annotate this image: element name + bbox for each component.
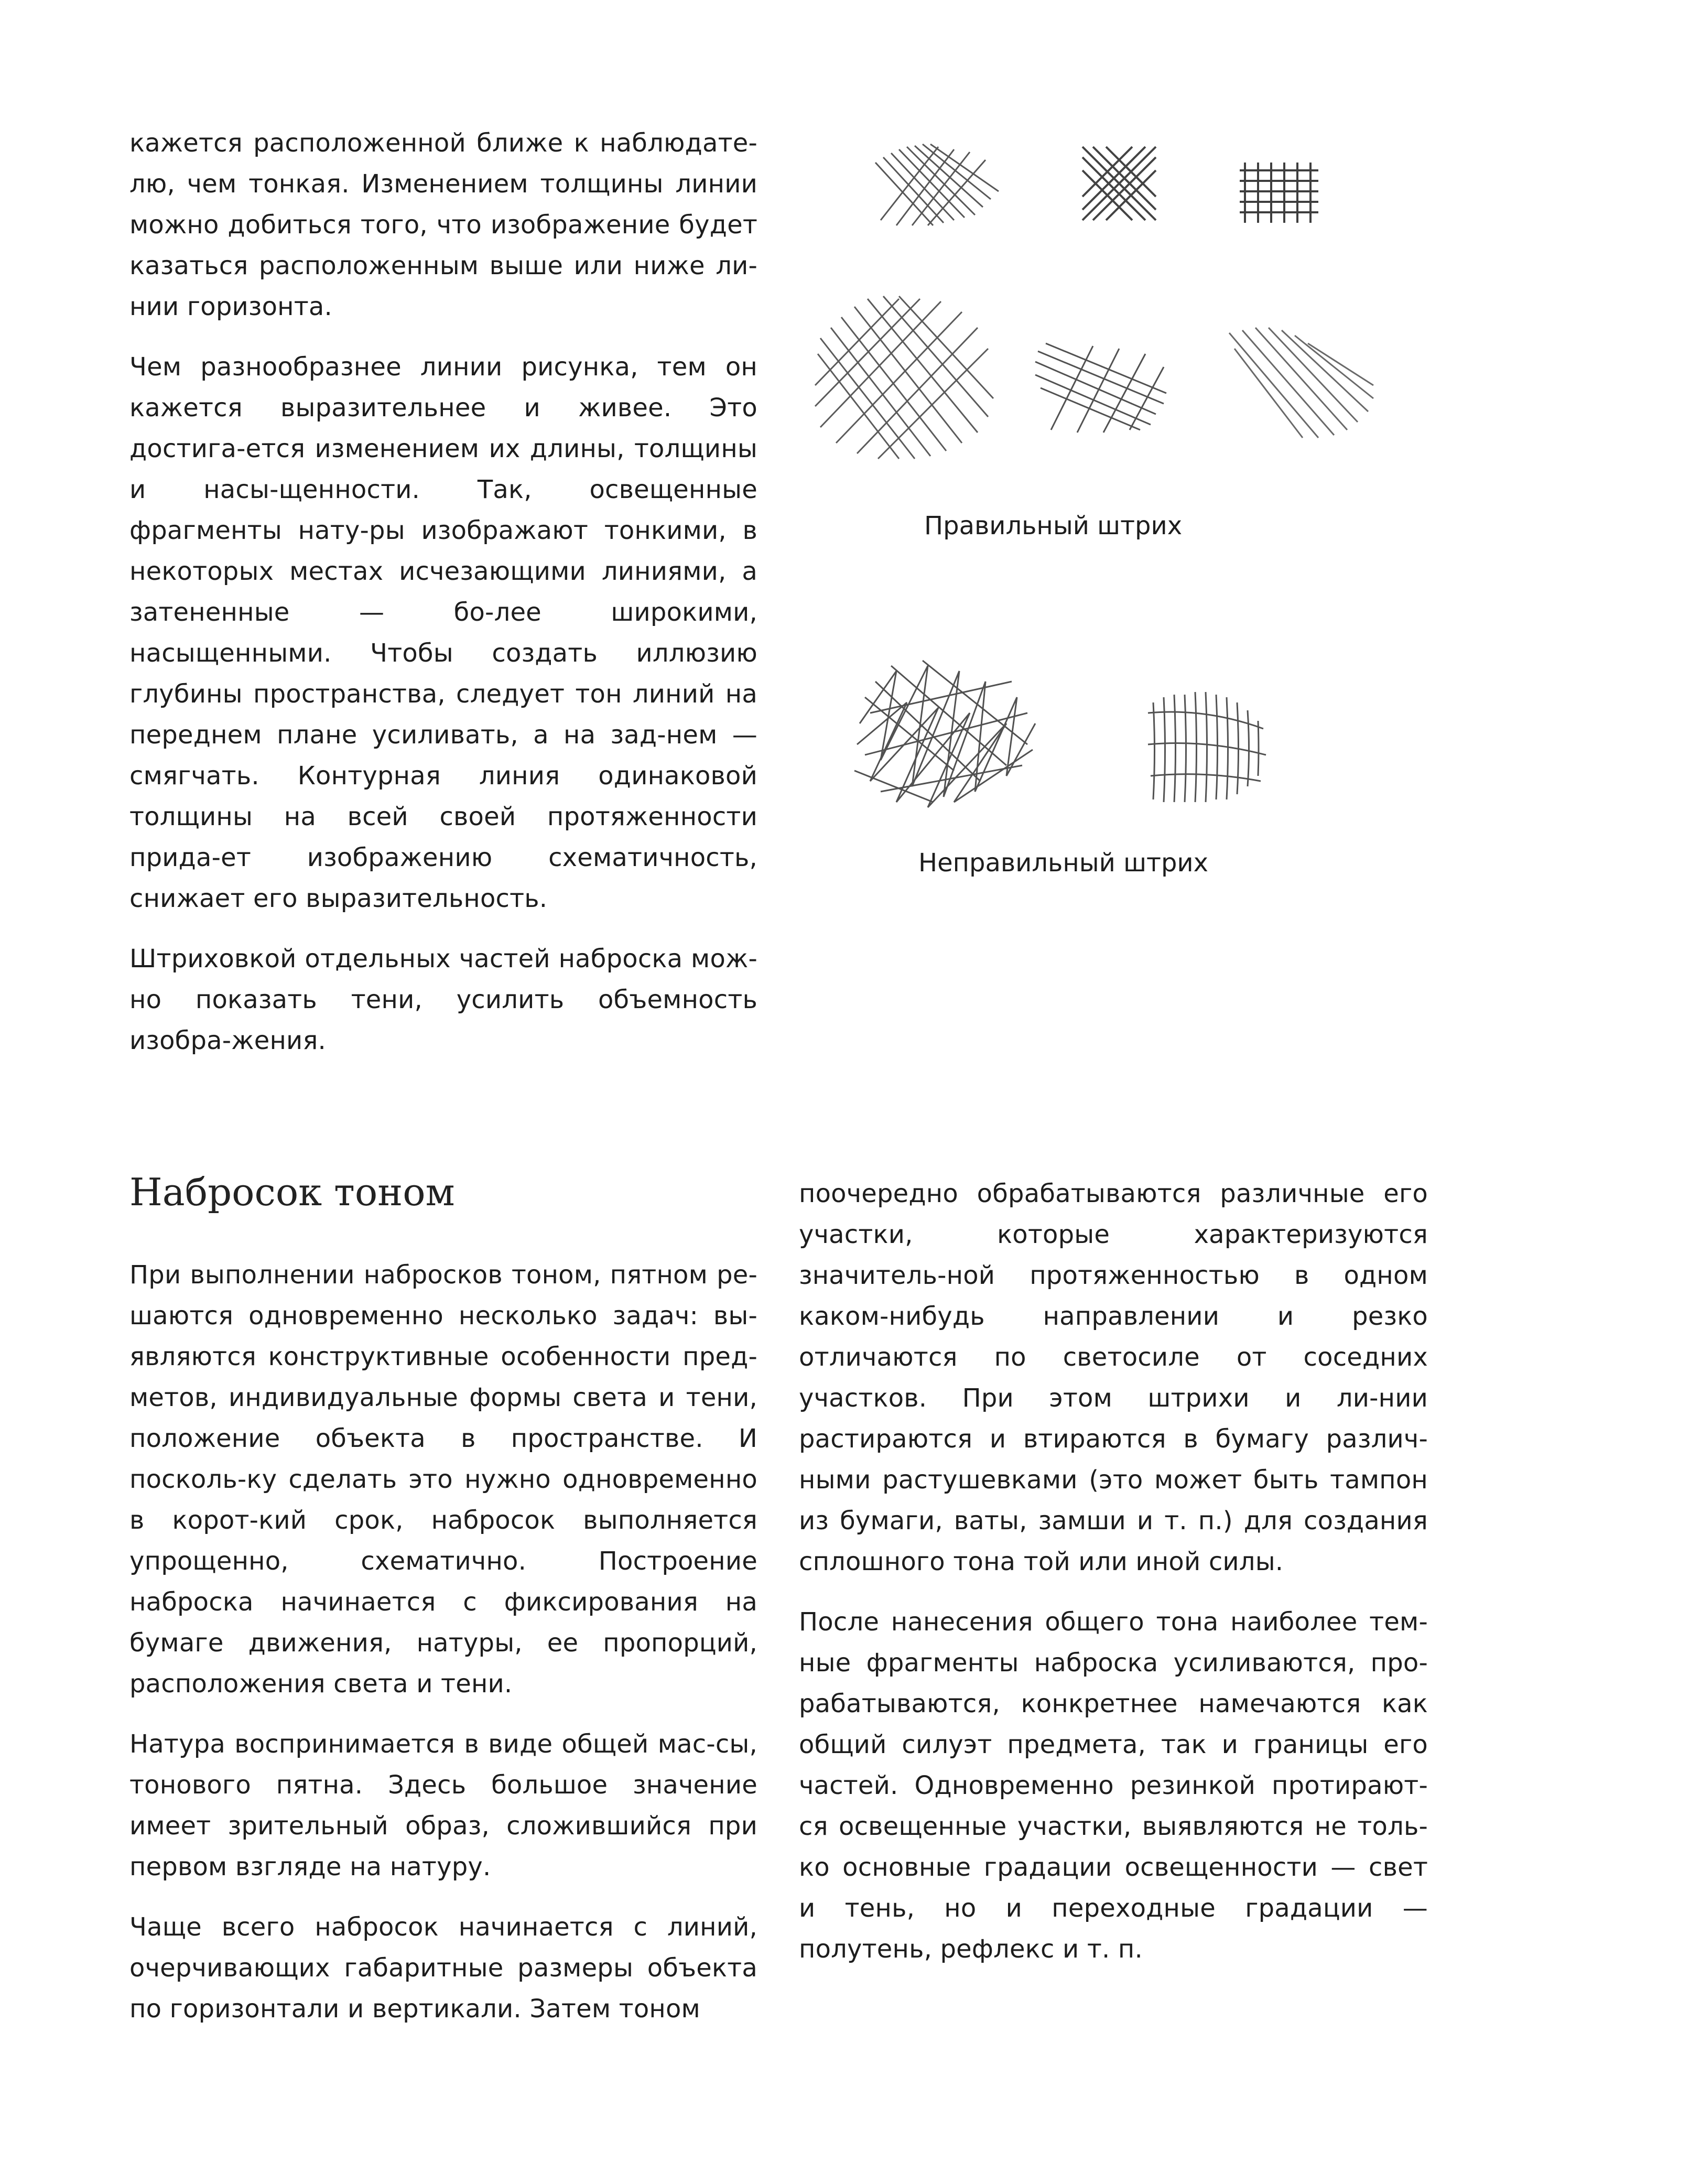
caption-correct-hatching: Правильный штрих [924,511,1183,540]
section-right-column [799,1173,1428,1989]
hatch-swatch-correct-2 [1077,142,1161,225]
hatch-swatch-correct-1 [870,142,1006,231]
hatch-swatch-wrong-1 [849,650,1043,813]
paragraph: кажется расположенной ближе к наблюдате-лю, чем тонкая. Изменением толщины линии можно добиться того, что изображение будет казаться расположенным выше или ниже ли-нии горизонта. [129,128,757,321]
section-left-column [129,1255,757,2049]
hatch-swatch-correct-3 [1234,160,1324,228]
paragraph: Штриховкой отдельных частей наброска мож-но показать тени, усилить объемность изобра-жения. [129,944,757,1055]
section-title: Набросок тоном [129,1170,455,1214]
hatch-swatch-correct-4 [810,291,999,464]
paragraph: После нанесения общего тона наиболее тем-ные фрагменты наброска усиливаются, про-рабатываются, конкретнее намечаются как общий силуэт предмета, так и границы его частей. Одновременно резинкой протирают-ся освещенные участки, выявляются не толь-ко основные градации освещенности — свет и тень, но и переходные градации — полутень, рефлекс и т. п. [799,1607,1428,1964]
paragraph: Чаще всего набросок начинается с линий, очерчивающих габаритные размеры объекта по горизонтали и вертикали. Затем тоном [129,1912,757,2024]
top-text-column [129,123,757,1080]
hatch-swatch-wrong-2 [1143,682,1269,807]
paragraph: Натура воспринимается в виде общей мас-сы, тонового пятна. Здесь большое значение имеет зрительный образ, сложившийся при первом взгляде на натуру. [129,1729,757,1882]
caption-wrong-hatching: Неправильный штрих [918,848,1209,878]
paragraph: Чем разнообразнее линии рисунка, тем он кажется выразительнее и живее. Это достига-ется изменением их длины, толщины и насы-щенности. Так, освещенные фрагменты нату-ры изображают тонкими, в некоторых местах исчезающими линиями, а затененные — бо-лее широкими, насыщенными. Чтобы создать иллюзию глубины пространства, следует тон линий на переднем плане усиливать, а на зад-нем — смягчать. Контурная линия одинаковой толщины на всей своей протяженности прида-ет изображению схематичность, снижает его выразительность. [129,352,757,913]
hatch-swatch-correct-5 [1030,336,1172,435]
hatch-swatch-correct-6 [1224,322,1376,443]
paragraph: При выполнении набросков тоном, пятном ре-шаются одновременно несколько задач: вы-являются конструктивные особенности пред-метов, индивидуальные формы света и тени, положение объекта в пространстве. И посколь-ку сделать это нужно одновременно в корот-кий срок, набросок выполняется упрощенно, схематично. Построение наброска начинается с фиксирования на бумаге движения, натуры, ее пропорций, расположения света и тени. [129,1260,757,1699]
paragraph: поочередно обрабатываются различные его участки, которые характеризуются значитель-ной протяженностью в одном каком-нибудь направлении и резко отличаются по светосиле от соседних участков. При этом штрихи и ли-нии растираются и втираются в бумагу различ-ными растушевками (это может быть тампон из бумаги, ваты, замши и т. п.) для создания сплошного тона той или иной силы. [799,1179,1428,1576]
